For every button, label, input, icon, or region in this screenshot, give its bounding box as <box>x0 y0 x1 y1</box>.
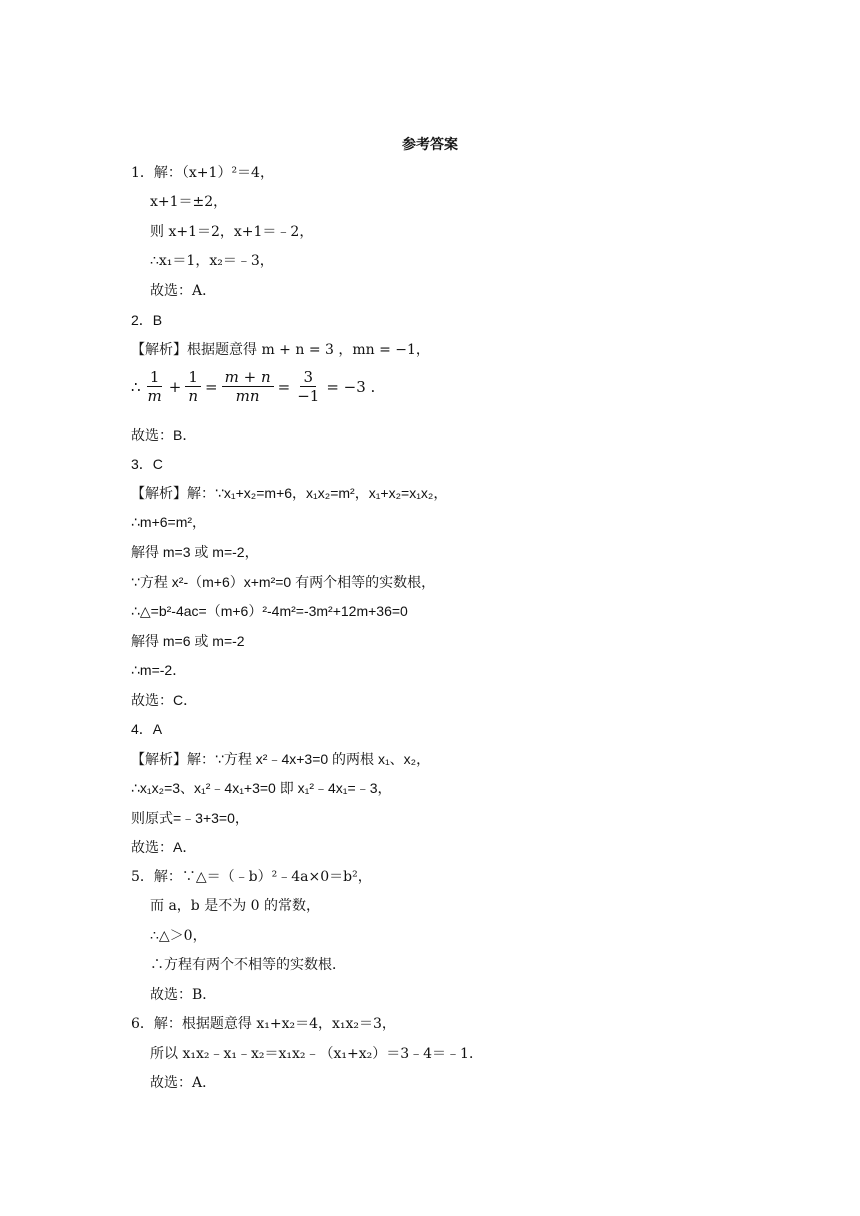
q6-choice: 故选：A． <box>150 1075 217 1091</box>
fraction-result: = −3 . <box>326 377 376 396</box>
q3-line-7: ∴m=-2． <box>131 662 187 678</box>
fraction-numerator: 3 <box>300 368 316 387</box>
q2-fraction-expression <box>131 368 375 405</box>
therefore-symbol: ∴ <box>131 377 141 396</box>
q3-line-5: ∴△=b²-4ac=（m+6）²-4m²=-3m²+12m+36=0 <box>131 603 408 619</box>
q6-line-1: 6．解：根据题意得 x₁+x₂＝4，x₁x₂＝3， <box>131 1016 396 1032</box>
q3-line-4: ∵方程 x²-（m+6）x+m²=0 有两个相等的实数根， <box>131 574 436 590</box>
fraction-numerator: 1 <box>185 368 201 387</box>
q1-line-1: 1．解：（x+1）²＝4， <box>131 165 274 181</box>
fraction-numerator: 1 <box>147 368 163 387</box>
fraction-sum-over-product <box>222 368 274 405</box>
q1-choice: 故选：A． <box>150 283 217 299</box>
q5-line-2: 而 a，b 是不为 0 的常数， <box>150 898 321 914</box>
q5-line-3: ∴△＞0， <box>150 928 207 944</box>
q4-answer: 4．A <box>131 721 163 737</box>
q1-line-2: x+1＝±2， <box>150 194 228 210</box>
fraction-denominator: n <box>188 387 199 405</box>
q4-line-3: 则原式=﹣3+3=0， <box>131 810 249 826</box>
q3-line-3: 解得 m=3 或 m=-2， <box>131 544 259 560</box>
fraction-1-over-n <box>185 368 201 405</box>
page-title: 参考答案 <box>402 137 458 153</box>
q4-line-1: 【解析】解：∵方程 x²﹣4x+3=0 的两根 x₁、x₂， <box>131 751 431 767</box>
q1-line-3: 则 x+1＝2，x+1＝﹣2， <box>150 224 314 240</box>
fraction-denominator: m <box>147 387 162 405</box>
q2-answer: 2．B <box>131 312 163 328</box>
fraction-numerator: m + n <box>222 368 274 387</box>
q3-line-6: 解得 m=6 或 m=-2 <box>131 633 245 649</box>
q2-choice: 故选：B． <box>131 427 197 443</box>
q1-line-4: ∴x₁＝1，x₂＝﹣3， <box>150 253 274 269</box>
equals-sign: = <box>205 377 218 396</box>
q2-analysis: 【解析】根据题意得 m + n = 3 ，mn = −1， <box>131 342 430 358</box>
plus-sign: + <box>168 377 182 396</box>
fraction-denominator: −1 <box>297 387 320 405</box>
fraction-3-over-minus-1 <box>294 368 322 405</box>
equals-sign: = <box>277 377 291 396</box>
fraction-denominator: mn <box>235 387 260 405</box>
q3-choice: 故选：C． <box>131 692 198 708</box>
q5-choice: 故选：B． <box>150 987 217 1003</box>
q3-line-1: 【解析】解：∵x₁+x₂=m+6，x₁x₂=m²，x₁+x₂=x₁x₂， <box>131 485 448 501</box>
q6-line-2: 所以 x₁x₂﹣x₁﹣x₂＝x₁x₂﹣（x₁+x₂）＝3﹣4＝﹣1． <box>150 1046 483 1062</box>
q5-line-4: ∴方程有两个不相等的实数根． <box>150 957 346 973</box>
q4-choice: 故选：A． <box>131 839 197 855</box>
q4-line-2: ∴x₁x₂=3、x₁²﹣4x₁+3=0 即 x₁²﹣4x₁=﹣3， <box>131 780 392 796</box>
q3-line-2: ∴m+6=m²， <box>131 514 207 530</box>
q3-answer: 3．C <box>131 456 163 472</box>
q5-line-1: 5．解：∵△＝（﹣b）²﹣4a×0＝b²， <box>131 869 372 885</box>
fraction-1-over-m <box>145 368 165 405</box>
